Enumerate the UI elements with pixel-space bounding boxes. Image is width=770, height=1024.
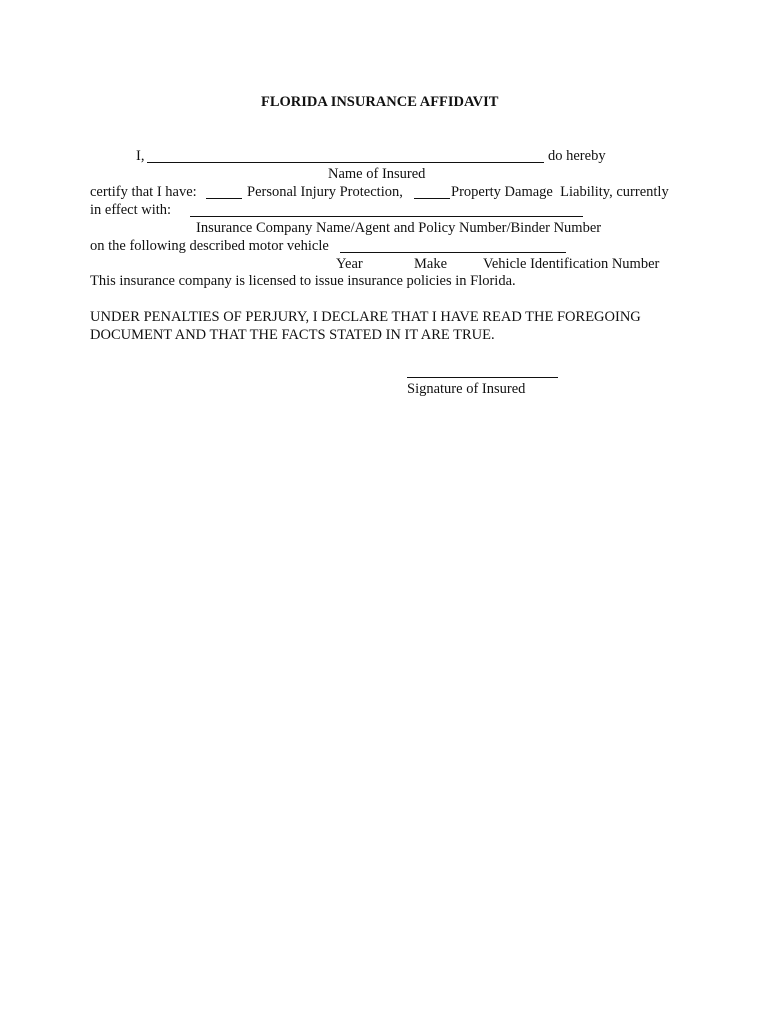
- certify-prefix: certify that I have:: [90, 184, 197, 200]
- make-caption: Make: [414, 256, 448, 272]
- year-caption: Year: [336, 256, 363, 272]
- in-effect-prefix: in effect with:: [90, 202, 172, 218]
- vehicle-field[interactable]: [340, 252, 566, 253]
- vin-caption: Vehicle Identification Number: [483, 256, 660, 272]
- pdl-label: Property Damage Liability, currently: [451, 184, 669, 200]
- pdl-field[interactable]: [414, 198, 450, 199]
- signature-field[interactable]: [407, 377, 558, 378]
- i-prefix: I,: [136, 148, 145, 164]
- insurance-company-field[interactable]: [190, 216, 583, 217]
- license-statement: This insurance company is licensed to issue insurance policies in Florida.: [90, 273, 516, 289]
- signature-caption: Signature of Insured: [407, 381, 526, 397]
- perjury-line-2: DOCUMENT AND THAT THE FACTS STATED IN IT ARE TRUE.: [90, 327, 495, 343]
- document-title: FLORIDA INSURANCE AFFIDAVIT: [261, 94, 499, 110]
- insured-name-field[interactable]: [147, 162, 544, 163]
- insurance-company-caption: Insurance Company Name/Agent and Policy Number/Binder Number: [196, 220, 602, 236]
- perjury-line-1: UNDER PENALTIES OF PERJURY, I DECLARE THAT I HAVE READ THE FOREGOING: [90, 309, 641, 325]
- pip-label: Personal Injury Protection,: [247, 184, 403, 200]
- vehicle-prefix: on the following described motor vehicle: [90, 238, 329, 254]
- do-hereby-text: do hereby: [548, 148, 606, 164]
- insured-name-caption: Name of Insured: [328, 166, 426, 182]
- pip-field[interactable]: [206, 198, 242, 199]
